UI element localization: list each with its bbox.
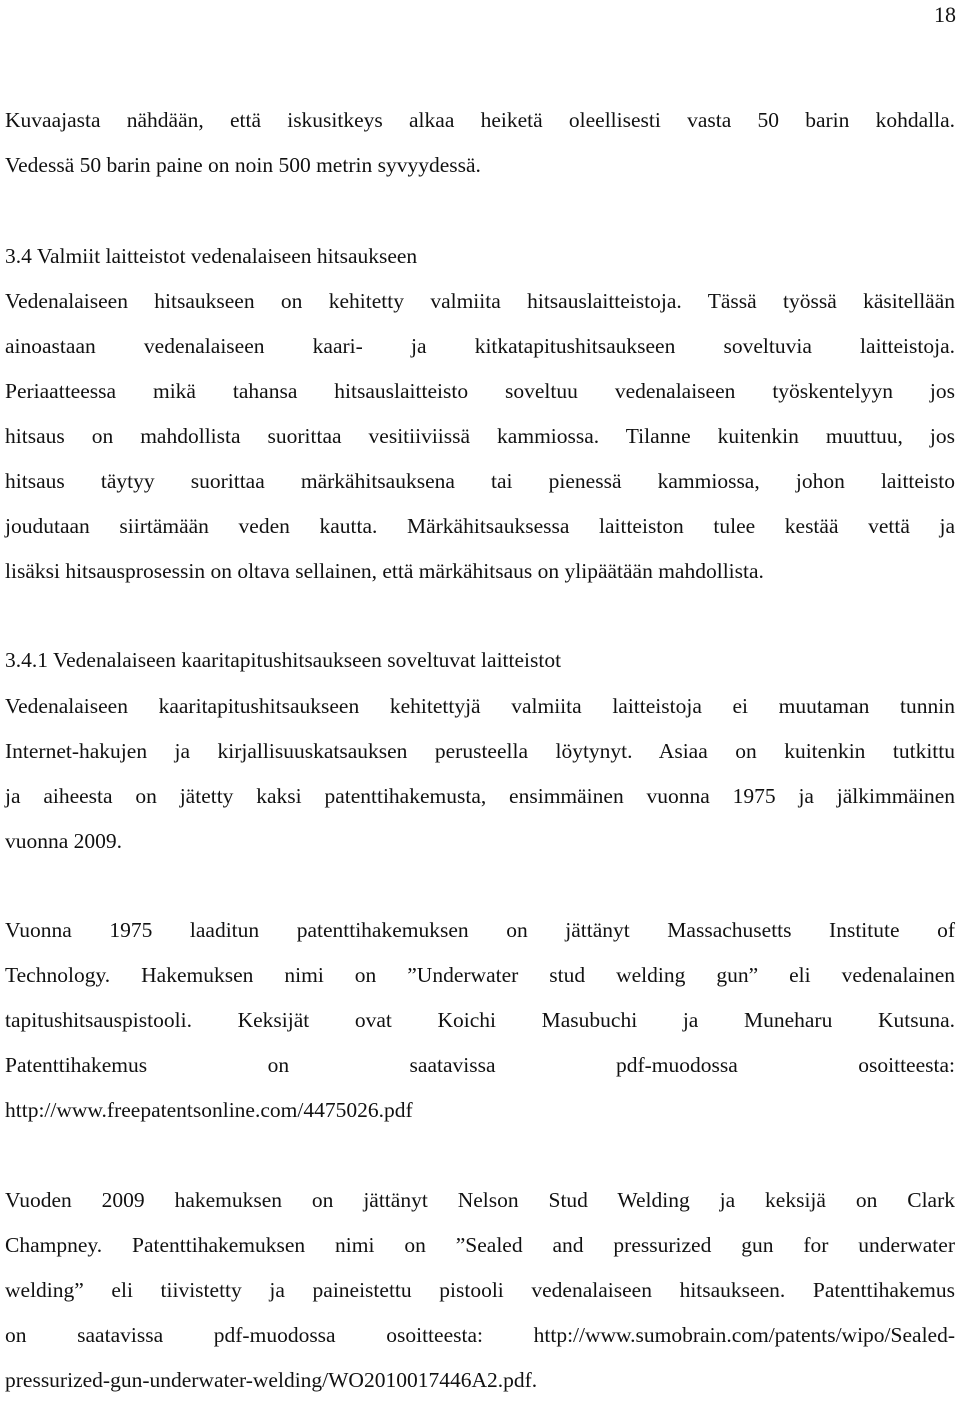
text-line: joudutaan siirtämään veden kautta. Märkähitsauksessa laitteiston tulee kestää vettä ja — [5, 514, 955, 538]
text-line: Vedessä 50 barin paine on noin 500 metrin syvyydessä. — [5, 153, 481, 177]
section-heading-3-4-1 — [5, 638, 955, 683]
heading-text: 3.4 Valmiit laitteistot vedenalaiseen hitsaukseen — [5, 244, 418, 268]
text-line: Technology. Hakemuksen nimi on ”Underwater stud welding gun” eli vedenalainen — [5, 963, 955, 987]
patent-2009-paragraph — [5, 1178, 955, 1403]
section-heading-3-4 — [5, 234, 955, 279]
text-line: Patenttihakemus on saatavissa pdf-muodossa osoitteesta: — [5, 1053, 955, 1077]
text-line: Vuonna 1975 laaditun patenttihakemuksen on jättänyt Massachusetts Institute of — [5, 918, 955, 942]
patent-2009-url-continued[interactable]: pressurized-gun-underwater-welding/WO2010017446A2.pdf. — [5, 1368, 538, 1392]
text-line: Champney. Patenttihakemuksen nimi on ”Sealed and pressurized gun for underwater — [5, 1233, 955, 1257]
patent-2009-url-line[interactable]: on saatavissa pdf-muodossa osoitteesta: http://www.sumobrain.com/patents/wipo/Sealed- — [5, 1323, 955, 1347]
patent-1975-url[interactable]: http://www.freepatentsonline.com/4475026.pdf — [5, 1098, 413, 1122]
text-line: ainoastaan vedenalaiseen kaari- ja kitkatapitushitsaukseen soveltuvia laitteistoja. — [5, 334, 955, 358]
text-line: tapitushitsauspistooli. Keksijät ovat Koichi Masubuchi ja Muneharu Kutsuna. — [5, 1008, 955, 1032]
page-number: 18 — [934, 2, 956, 27]
text-line: hitsaus täytyy suorittaa märkähitsauksena tai pienessä kammiossa, johon laitteisto — [5, 469, 955, 493]
section-3-4-1-paragraph — [5, 684, 955, 864]
text-line: lisäksi hitsausprosessin on oltava sellainen, että märkähitsaus on ylipäätään mahdollista. — [5, 559, 764, 583]
text-line: hitsaus on mahdollista suorittaa vesitiiviissä kammiossa. Tilanne kuitenkin muuttuu, jos — [5, 424, 955, 448]
text-line: Kuvaajasta nähdään, että iskusitkeys alkaa heiketä oleellisesti vasta 50 barin kohdalla. — [5, 108, 955, 132]
text-line: ja aiheesta on jätetty kaksi patenttihakemusta, ensimmäinen vuonna 1975 ja jälkimmäinen — [5, 784, 955, 808]
section-3-4-paragraph — [5, 279, 955, 594]
text-line: Periaatteessa mikä tahansa hitsauslaitteisto soveltuu vedenalaiseen työskentelyyn jos — [5, 379, 955, 403]
intro-paragraph — [5, 98, 955, 188]
text-line: Vedenalaiseen hitsaukseen on kehitetty valmiita hitsauslaitteistoja. Tässä työssä käsitellään — [5, 289, 955, 313]
text-line: Internet-hakujen ja kirjallisuuskatsauksen perusteella löytynyt. Asiaa on kuitenkin tutkittu — [5, 739, 955, 763]
text-line: vuonna 2009. — [5, 829, 123, 853]
text-line: Vuoden 2009 hakemuksen on jättänyt Nelson Stud Welding ja keksijä on Clark — [5, 1188, 955, 1212]
text-line: welding” eli tiivistetty ja paineistettu pistooli vedenalaiseen hitsaukseen. Patenttihakemus — [5, 1278, 955, 1302]
text-line: Vedenalaiseen kaaritapitushitsaukseen kehitettyjä valmiita laitteistoja ei muutaman tunnin — [5, 694, 955, 718]
patent-1975-paragraph — [5, 908, 955, 1133]
heading-text: 3.4.1 Vedenalaiseen kaaritapitushitsaukseen soveltuvat laitteistot — [5, 648, 562, 672]
